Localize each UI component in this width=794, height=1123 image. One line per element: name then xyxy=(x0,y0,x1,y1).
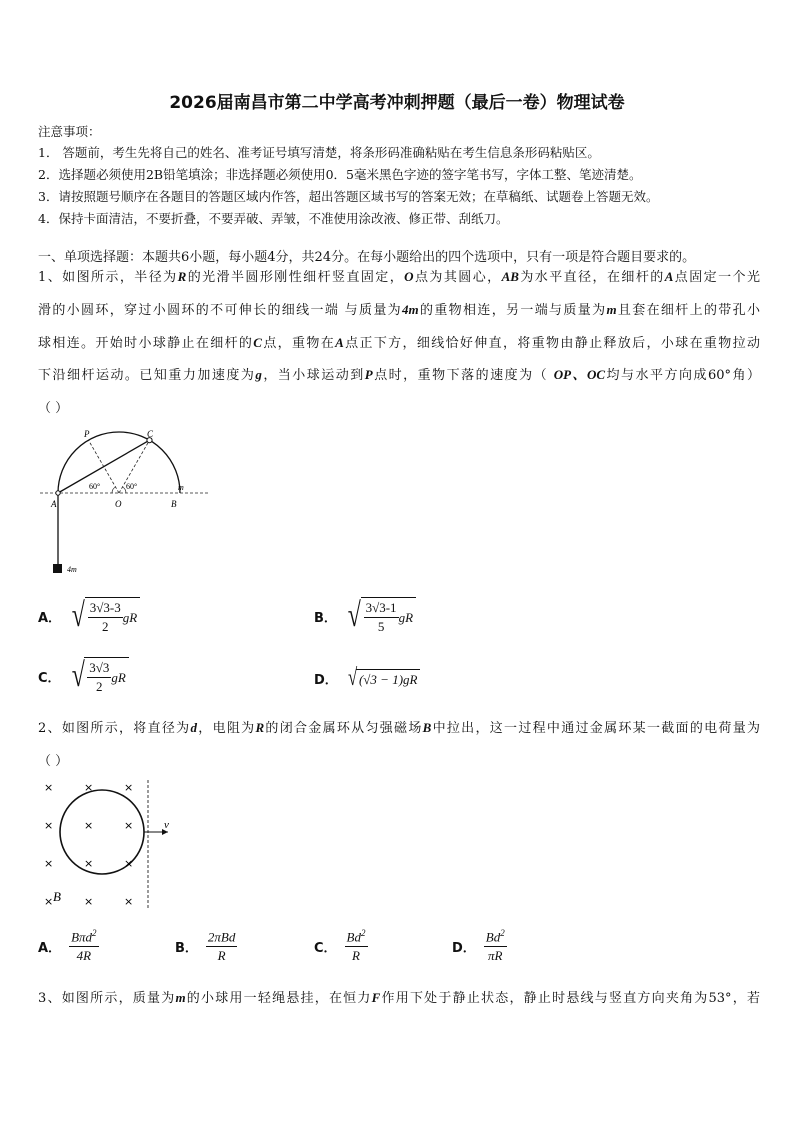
cross-mark: × xyxy=(84,781,94,794)
semicircle-rod xyxy=(58,432,180,493)
q1-line: 滑的小圆环，穿过小圆环的不可伸长的细线一端 与质量为4m的重物相连，另一端与质量为m且套在细杆上的带孔小 xyxy=(38,302,760,318)
label-angle: 60° xyxy=(126,482,138,491)
cross-mark: × xyxy=(44,857,54,870)
q1-line: 下沿细杆运动。已知重力加速度为g，当小球运动到P点时，重物下落的速度为（ OP、OC均与水平方向成60°角） xyxy=(38,367,760,383)
cross-mark: × xyxy=(44,895,54,908)
cross-mark: × xyxy=(124,857,134,870)
option-c[interactable]: C． √ $\frac{3√3}{2}$ gR xyxy=(38,657,129,695)
notice-heading: 注意事项： xyxy=(38,124,101,139)
label-c: C xyxy=(147,429,154,439)
cross-mark: × xyxy=(124,819,134,832)
label-o: O xyxy=(115,499,122,509)
option-d[interactable]: D． $\frac{Bd^2}{\pi R}$ xyxy=(452,928,505,964)
answer-paren: （ ） xyxy=(38,754,69,769)
ring-a xyxy=(56,491,60,495)
notice-item: 3．请按照题号顺序在各题目的答题区域内作答，超出答题区域书写的答案无效；在草稿纸、试题卷上答题无效。 xyxy=(38,189,659,204)
cross-mark: × xyxy=(124,781,134,794)
option-b[interactable]: B． √ $\frac{3√3-1}{5}$ gR xyxy=(314,597,416,635)
section-heading: 一、单项选择题：本题共6小题，每小题4分，共24分。在每小题给出的四个选项中，只有一项是符合题目要求的。 xyxy=(38,250,696,265)
page-title: 2026届南昌市第二中学高考冲刺押题（最后一卷）物理试卷 xyxy=(169,93,625,113)
option-a[interactable]: A． √ $\frac{3√3-3}{2}$ gR xyxy=(38,597,140,635)
notice-item: 2．选择题必须使用2B铅笔填涂；非选择题必须使用0．5毫米黑色字迹的签字笔书写，字体工整、笔迹清楚。 xyxy=(38,167,642,182)
option-b[interactable]: B． $\frac{\text{2πBd}}{R}$ xyxy=(175,929,236,964)
label-b: B xyxy=(53,889,61,904)
notice-item: 4．保持卡面清洁，不要折叠，不要弄破、弄皱，不准使用涂改液、修正带、刮纸刀。 xyxy=(38,211,509,226)
notice-item: 1． 答题前，考生先将自己的姓名、准考证号填写清楚，将条形码准确粘贴在考生信息条形码粘贴区。 xyxy=(38,145,600,160)
angle-arc-left xyxy=(112,487,116,493)
q1-line: 球相连。开始时小球静止在细杆的C点，重物在A点正下方，细线恰好伸直，将重物由静止释放后，小球在重物拉动 xyxy=(38,335,760,351)
cross-mark: × xyxy=(44,781,54,794)
cross-mark: × xyxy=(84,857,94,870)
label-b: B xyxy=(171,499,177,509)
cross-mark: × xyxy=(84,819,94,832)
cross-mark: × xyxy=(124,895,134,908)
option-a[interactable]: A． $\frac{B\pi d^2}{4R}$ xyxy=(38,928,97,964)
option-d[interactable]: D． √ (√3 − 1)gR xyxy=(314,666,420,690)
label-p: P xyxy=(84,429,90,439)
label-a: A xyxy=(51,499,57,509)
answer-paren: （ ） xyxy=(38,401,69,416)
q3-line: 3、如图所示，质量为m的小球用一轻绳悬挂，在恒力F作用下处于静止状态，静止时悬线与竖直方向夹角为53°，若 xyxy=(38,990,760,1006)
label-m: m xyxy=(178,483,184,492)
label-4m: 4m xyxy=(67,565,77,574)
cross-mark: × xyxy=(44,819,54,832)
option-c[interactable]: C． $\frac{Bd^2}{R}$ xyxy=(314,928,366,964)
q1-line: 1、如图所示，半径为R的光滑半圆形刚性细杆竖直固定，O点为其圆心，AB为水平直径，在细杆的A点固定一个光 xyxy=(38,269,760,285)
q2-figure xyxy=(35,775,185,910)
cross-mark: × xyxy=(84,895,94,908)
q1-figure xyxy=(30,425,220,580)
q2-line: 2、如图所示，将直径为d，电阻为R的闭合金属环从匀强磁场B中拉出，这一过程中通过金属环某一截面的电荷量为 xyxy=(38,720,760,736)
weight-block xyxy=(53,564,62,573)
label-angle: 60° xyxy=(89,482,101,491)
label-v: v xyxy=(164,819,169,831)
